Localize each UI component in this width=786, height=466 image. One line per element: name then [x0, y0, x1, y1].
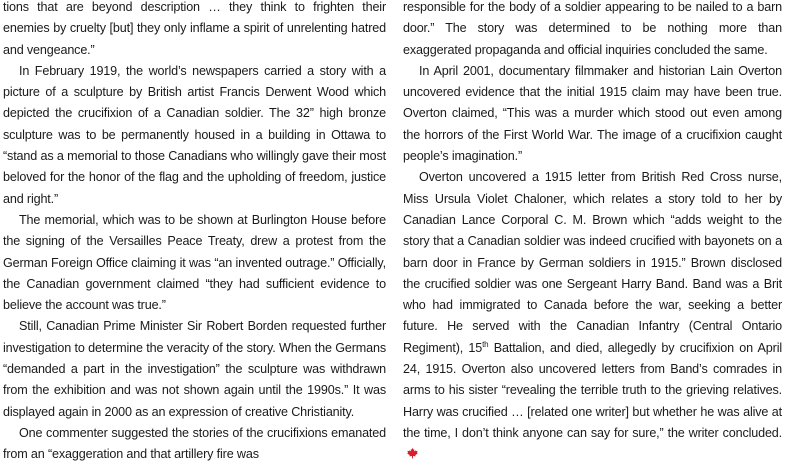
right-column — [403, 0, 782, 466]
ordinal-suffix: th — [482, 339, 489, 349]
paragraph-4: One commenter suggested the stories of the crucifixions emanated from an “exaggeration and that artillery fire was — [3, 425, 386, 462]
paragraph-2: The memorial, which was to be shown at Burlington House before the signing of the Versailles Peace Treaty, drew a protest from the German Foreign Office claiming it was “an invented outrage.” Officially, the Canadian government claimed “they had sufficient evidence to believe the account was true.” — [3, 212, 386, 313]
paragraph-0: tions that are beyond description … they think to frighten their enemies by cruelty [but] they only inflame a spirit of unrelenting hatred and vengeance.” — [3, 0, 386, 57]
paragraph-7 — [403, 167, 782, 465]
paragraph-6: In April 2001, documentary filmmaker and historian Lain Overton uncovered evidence that the initial 1915 claim may have been true. Overton claimed, “This was a murder which stood out even among the horrors of the First World War. The image of a crucifixion caught people’s imagination.” — [403, 63, 782, 164]
left-column — [3, 0, 386, 466]
maple-leaf-icon — [406, 447, 419, 459]
paragraph-3: Still, Canadian Prime Minister Sir Robert Borden requested further investigation to determine the veracity of the story. When the Germans “demanded a part in the investigation” the sculpture was withdrawn from the exhibition and was not shown again until the 1990s.” It was displayed again in 2000 as an expression of creative Christianity. — [3, 319, 386, 419]
paragraph-7-part-b: Battalion, and died, allegedly by crucifixion on April 24, 1915. Overton also uncovered letters from Band’s comrades in arms to his sister “revealing the terrible truth to the grieving relatives. Harry was crucified … [related one writer] but whether he was alive at the time, I don’t think anyone can say for sure,” the writer concluded. — [403, 340, 782, 440]
paragraph-5: responsible for the body of a soldier appearing to be nailed to a barn door.” The story was determined to be nothing more than exaggerated propaganda and official inquiries concluded the same. — [403, 0, 782, 57]
paragraph-1: In February 1919, the world’s newspapers carried a story with a picture of a sculpture by British artist Francis Derwent Wood which depicted the crucifixion of a Canadian soldier. The 32” high bronze sculpture was to be permanently housed in a building in Ottawa to “stand as a memorial to those Canadians who willingly gave their most beloved for the honor of the flag and the upholding of freedom, justice and right.” — [3, 63, 386, 206]
paragraph-7-part-a: Overton uncovered a 1915 letter from British Red Cross nurse, Miss Ursula Violet Chaloner, which relates a story told to her by Canadian Lance Corporal C. M. Brown which “adds weight to the story that a Canadian soldier was indeed crucified with bayonets on a barn door in France by German soldiers in 1915.” Brown disclosed the crucified soldier was one Sergeant Harry Band. Band was a Brit who had immigrated to Canada before the war, seeking a better future. He served with the Canadian Infantry (Central Ontario Regiment), 15 — [403, 170, 782, 355]
